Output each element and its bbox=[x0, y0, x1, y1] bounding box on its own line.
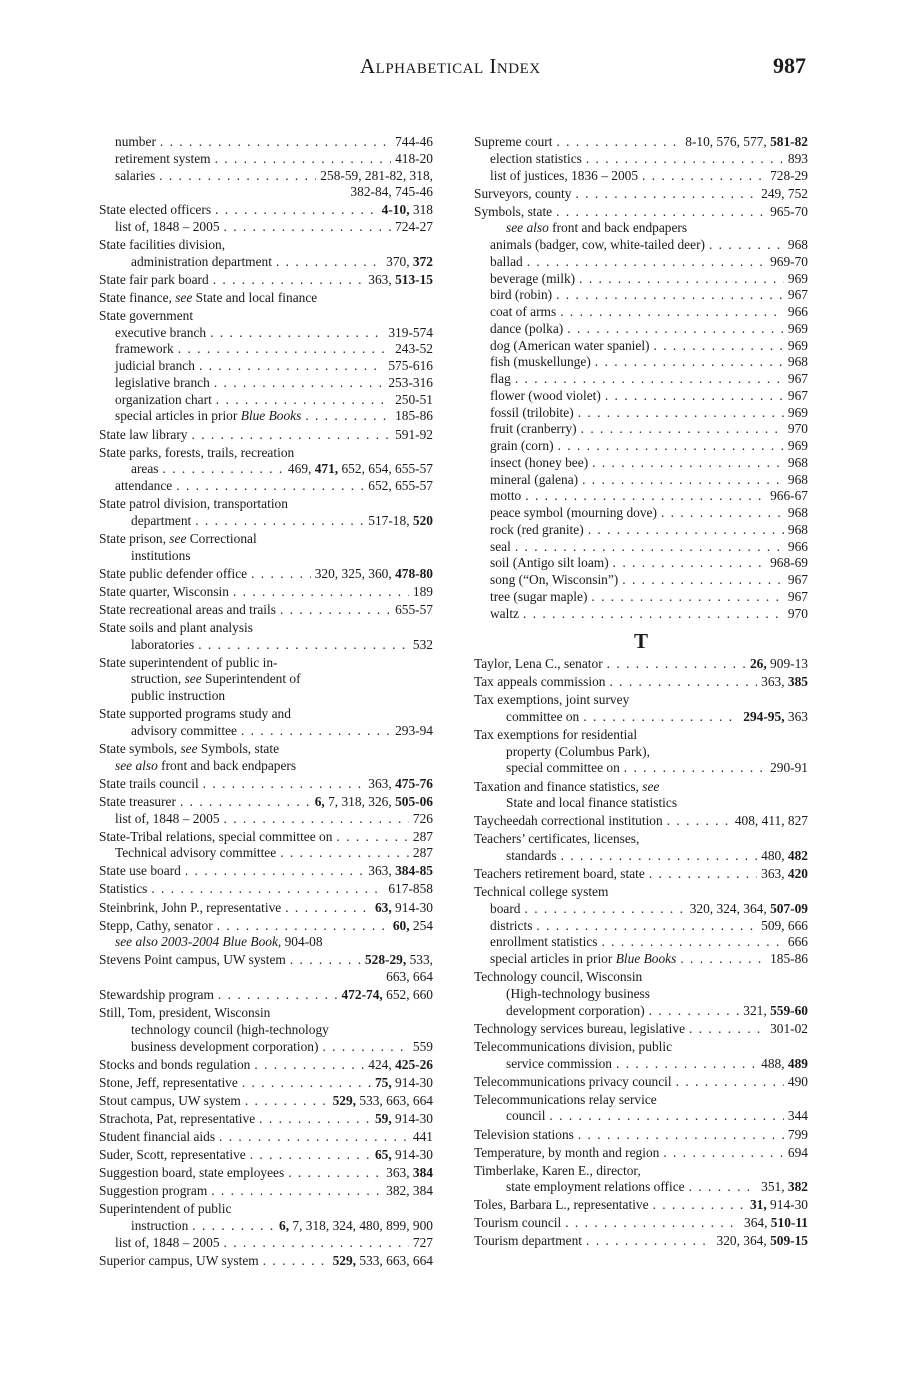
index-entry: Teachers’ certificates, licenses, bbox=[474, 831, 640, 847]
index-entry-continuation: property (Columbus Park), bbox=[506, 743, 650, 759]
index-entry: legislative branch . . . 253-316 bbox=[99, 375, 433, 392]
index-entry: Taxation and finance statistics, see bbox=[474, 778, 660, 794]
index-entry-continuation: institutions bbox=[131, 547, 191, 563]
index-entry: dance (polka) . . . 969 bbox=[474, 321, 808, 338]
index-entry: Tax exemptions for residential bbox=[474, 726, 638, 742]
index-entry: Taylor, Lena C., senator . . . 26, 909-13 bbox=[474, 656, 808, 673]
index-entry: flag . . . 967 bbox=[474, 371, 808, 388]
index-entry: State fair park board . . . 363, 513-15 bbox=[99, 272, 433, 289]
index-entry: framework . . . 243-52 bbox=[99, 341, 433, 358]
index-entry: Tourism department . . . 320, 364, 509-15 bbox=[474, 1233, 808, 1250]
index-entry: State public defender office . . . 320, 325, 360, 478-80 bbox=[99, 566, 433, 583]
index-entry: attendance . . . 652, 655-57 bbox=[99, 478, 433, 495]
index-entry: list of justices, 1836 – 2005 . . . 728-29 bbox=[474, 168, 808, 185]
index-entry: Tax exemptions, joint survey bbox=[474, 692, 630, 708]
index-entry-continuation: instruction . . . 6, 7, 318, 324, 480, 899, 900 bbox=[99, 1218, 433, 1235]
index-entry: Superior campus, UW system . . . 529, 533, 663, 664 bbox=[99, 1253, 433, 1270]
index-entry: Surveyors, county . . . 249, 752 bbox=[474, 186, 808, 203]
index-entry-continuation: council . . . 344 bbox=[474, 1108, 808, 1125]
index-entry-continuation: state employment relations office . . . 351, 382 bbox=[474, 1179, 808, 1196]
index-entry: list of, 1848 – 2005 . . . 726 bbox=[99, 811, 433, 828]
index-entry: judicial branch . . . 575-616 bbox=[99, 358, 433, 375]
index-entry-continuation: standards . . . 480, 482 bbox=[474, 848, 808, 865]
page-number: 987 bbox=[773, 53, 806, 78]
running-header-title: Alphabetical Index bbox=[360, 54, 541, 78]
index-entry: State trails council . . . 363, 475-76 bbox=[99, 776, 433, 793]
index-entry: animals (badger, cow, white-tailed deer) . . . 968 bbox=[474, 237, 808, 254]
index-entry: Stevens Point campus, UW system . . . 528-29, 533, bbox=[99, 952, 433, 969]
index-entry: fruit (cranberry) . . . 970 bbox=[474, 421, 808, 438]
index-entry: State facilities division, bbox=[99, 237, 226, 253]
index-entry: waltz . . . 970 bbox=[474, 606, 808, 623]
index-entry: motto . . . 966-67 bbox=[474, 488, 808, 505]
index-entry: State superintendent of public in- bbox=[99, 654, 278, 670]
index-entry: executive branch . . . 319-574 bbox=[99, 325, 433, 342]
index-entry: list of, 1848 – 2005 . . . 727 bbox=[99, 1235, 433, 1252]
index-entry-continuation: (High-technology business bbox=[506, 986, 650, 1002]
index-entry-continuation: 382-84, 745-46 bbox=[350, 184, 433, 200]
index-entry: Technology council, Wisconsin bbox=[474, 969, 643, 985]
index-entry: Television stations . . . 799 bbox=[474, 1127, 808, 1144]
index-entry-continuation: laboratories . . . 532 bbox=[99, 637, 433, 654]
index-entry: Suggestion program . . . 382, 384 bbox=[99, 1183, 433, 1200]
index-entry: Suder, Scott, representative . . . 65, 914-30 bbox=[99, 1147, 433, 1164]
index-entry: State quarter, Wisconsin . . . 189 bbox=[99, 584, 433, 601]
index-entry: special articles in prior Blue Books . . . 185-86 bbox=[474, 951, 808, 968]
index-entry: beverage (milk) . . . 969 bbox=[474, 271, 808, 288]
index-entry-continuation: State and local finance statistics bbox=[506, 795, 678, 811]
index-entry: Statistics . . . 617-858 bbox=[99, 881, 433, 898]
index-entry: Suggestion board, state employees . . . 363, 384 bbox=[99, 1165, 433, 1182]
index-entry: Supreme court . . . 8-10, 576, 577, 581-82 bbox=[474, 134, 808, 151]
index-entry: State use board . . . 363, 384-85 bbox=[99, 863, 433, 880]
index-entry: Strachota, Pat, representative . . . 59, 914-30 bbox=[99, 1111, 433, 1128]
index-entry: State recreational areas and trails . . . 655-57 bbox=[99, 602, 433, 619]
index-entry: rock (red granite) . . . 968 bbox=[474, 522, 808, 539]
index-entry: Temperature, by month and region . . . 694 bbox=[474, 1145, 808, 1162]
index-entry-continuation: business development corporation) . . . 559 bbox=[99, 1039, 433, 1056]
index-entry: State parks, forests, trails, recreation bbox=[99, 444, 295, 460]
index-entry-continuation: see also front and back endpapers bbox=[506, 220, 688, 236]
index-entry: State government bbox=[99, 307, 194, 323]
index-entry: insect (honey bee) . . . 968 bbox=[474, 455, 808, 472]
index-entry: grain (corn) . . . 969 bbox=[474, 438, 808, 455]
index-entry-continuation: development corporation) . . . 321, 559-60 bbox=[474, 1003, 808, 1020]
index-entry-continuation: see also front and back endpapers bbox=[115, 757, 297, 773]
index-entry: Symbols, state . . . 965-70 bbox=[474, 204, 808, 221]
index-entry: State treasurer . . . 6, 7, 318, 326, 505-06 bbox=[99, 794, 433, 811]
index-entry: State prison, see Correctional bbox=[99, 530, 257, 546]
index-entry: coat of arms . . . 966 bbox=[474, 304, 808, 321]
index-entry: soil (Antigo silt loam) . . . 968-69 bbox=[474, 555, 808, 572]
index-entry-continuation: service commission . . . 488, 489 bbox=[474, 1056, 808, 1073]
index-entry: Teachers retirement board, state . . . 363, 420 bbox=[474, 866, 808, 883]
index-entry-continuation: technology council (high-technology bbox=[131, 1021, 329, 1037]
index-entry: Tourism council . . . 364, 510-11 bbox=[474, 1215, 808, 1232]
index-entry: Superintendent of public bbox=[99, 1201, 232, 1217]
index-entry: ballad . . . 969-70 bbox=[474, 254, 808, 271]
index-entry: State soils and plant analysis bbox=[99, 619, 253, 635]
index-entry: peace symbol (mourning dove) . . . 968 bbox=[474, 505, 808, 522]
index-entry: flower (wood violet) . . . 967 bbox=[474, 388, 808, 405]
index-entry: State finance, see State and local finance bbox=[99, 289, 318, 305]
index-entry: Steinbrink, John P., representative . . . 63, 914-30 bbox=[99, 900, 433, 917]
index-entry: fish (muskellunge) . . . 968 bbox=[474, 354, 808, 371]
index-entry: Telecommunications relay service bbox=[474, 1091, 657, 1107]
index-entry: Tax appeals commission . . . 363, 385 bbox=[474, 674, 808, 691]
index-entry: seal . . . 966 bbox=[474, 539, 808, 556]
index-entry: organization chart . . . 250-51 bbox=[99, 392, 433, 409]
index-entry: State patrol division, transportation bbox=[99, 496, 288, 512]
index-entry: Student financial aids . . . 441 bbox=[99, 1129, 433, 1146]
index-entry: Still, Tom, president, Wisconsin bbox=[99, 1005, 271, 1021]
index-entry: mineral (galena) . . . 968 bbox=[474, 472, 808, 489]
index-entry: retirement system . . . 418-20 bbox=[99, 151, 433, 168]
index-column-left bbox=[99, 134, 433, 1269]
index-entry: bird (robin) . . . 967 bbox=[474, 287, 808, 304]
index-entry-continuation: struction, see Superintendent of bbox=[131, 671, 301, 687]
index-entry-continuation: public instruction bbox=[131, 688, 226, 704]
index-entry: Technical advisory committee . . . 287 bbox=[99, 845, 433, 862]
index-entry-continuation: areas . . . 469, 471, 652, 654, 655-57 bbox=[99, 461, 433, 478]
index-entry: State elected officers . . . 4-10, 318 bbox=[99, 202, 433, 219]
index-entry: State-Tribal relations, special committee on . . . 287 bbox=[99, 829, 433, 846]
index-entry: Toles, Barbara L., representative . . . 31, 914-30 bbox=[474, 1197, 808, 1214]
index-entry: number . . . 744-46 bbox=[99, 134, 433, 151]
index-entry-continuation: special committee on . . . 290-91 bbox=[474, 760, 808, 777]
index-entry: districts . . . 509, 666 bbox=[474, 918, 808, 935]
index-entry: Telecommunications division, public bbox=[474, 1038, 673, 1054]
section-letter-heading: T bbox=[633, 629, 648, 654]
index-entry: Taycheedah correctional institution . . . 408, 411, 827 bbox=[474, 813, 808, 830]
index-entry: State supported programs study and bbox=[99, 706, 291, 722]
index-entry-continuation: department . . . 517-18, 520 bbox=[99, 513, 433, 530]
index-entry: State law library . . . 591-92 bbox=[99, 427, 433, 444]
index-entry: Timberlake, Karen E., director, bbox=[474, 1162, 641, 1178]
index-entry: enrollment statistics . . . 666 bbox=[474, 934, 808, 951]
index-entry: dog (American water spaniel) . . . 969 bbox=[474, 338, 808, 355]
index-entry-continuation: advisory committee . . . 293-94 bbox=[99, 723, 433, 740]
index-entry-continuation: 663, 664 bbox=[386, 969, 433, 985]
index-entry: salaries . . . 258-59, 281-82, 318, bbox=[99, 168, 433, 185]
index-entry: Stewardship program . . . 472-74, 652, 660 bbox=[99, 987, 433, 1004]
index-entry-continuation: administration department . . . 370, 372 bbox=[99, 254, 433, 271]
index-entry: Telecommunications privacy council . . . 490 bbox=[474, 1074, 808, 1091]
index-entry: election statistics . . . 893 bbox=[474, 151, 808, 168]
index-entry-continuation: see also 2003-2004 Blue Book, 904-08 bbox=[115, 934, 323, 950]
index-entry: tree (sugar maple) . . . 967 bbox=[474, 589, 808, 606]
index-entry: board . . . 320, 324, 364, 507-09 bbox=[474, 901, 808, 918]
index-entry: Stone, Jeff, representative . . . 75, 914-30 bbox=[99, 1075, 433, 1092]
index-entry: song (“On, Wisconsin”) . . . 967 bbox=[474, 572, 808, 589]
index-entry: fossil (trilobite) . . . 969 bbox=[474, 405, 808, 422]
index-entry: Technology services bureau, legislative . . . 301-02 bbox=[474, 1021, 808, 1038]
index-entry: Technical college system bbox=[474, 884, 609, 900]
index-entry: State symbols, see Symbols, state bbox=[99, 741, 280, 756]
index-entry: special articles in prior Blue Books . . . 185-86 bbox=[99, 408, 433, 425]
index-entry: list of, 1848 – 2005 . . . 724-27 bbox=[99, 219, 433, 236]
index-column-right bbox=[474, 134, 808, 1250]
index-entry-continuation: committee on . . . 294-95, 363 bbox=[474, 709, 808, 726]
index-entry: Stocks and bonds regulation . . . 424, 425-26 bbox=[99, 1057, 433, 1074]
index-entry: Stout campus, UW system . . . 529, 533, 663, 664 bbox=[99, 1093, 433, 1110]
index-entry: Stepp, Cathy, senator . . . 60, 254 bbox=[99, 918, 433, 935]
